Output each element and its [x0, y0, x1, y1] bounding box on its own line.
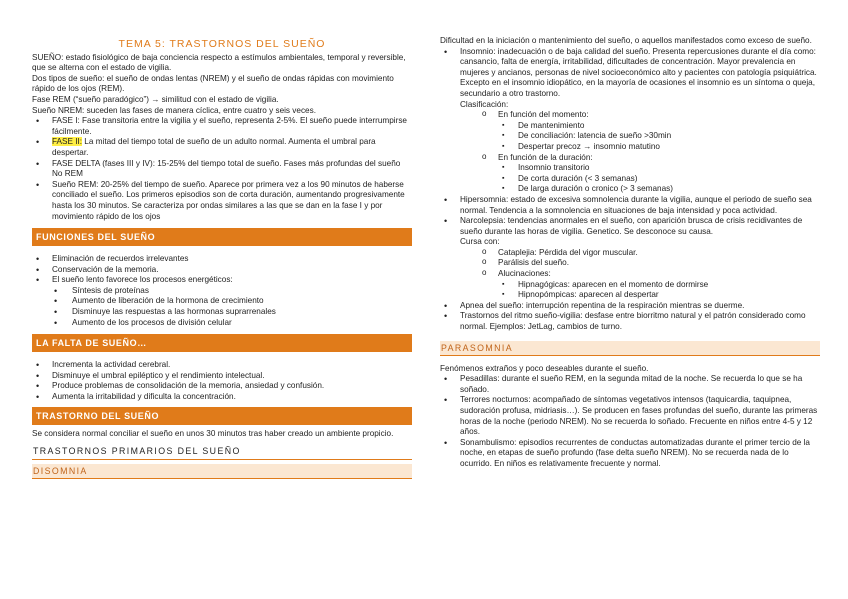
funciones-sublist [32, 286, 412, 328]
document-title: TEMA 5: TRASTORNOS DEL SUEÑO [118, 38, 326, 50]
highlight-fase-ii: FASE II: [52, 137, 83, 147]
list-item: • Apnea del sueño: interrupción repentina de la respiración mientras se duerme. [460, 301, 820, 312]
trastorno-text: Se considera normal conciliar el sueño en unos 30 minutos tras haber creado un ambiente propicio. [32, 428, 394, 438]
parasomnia-list [440, 374, 820, 469]
list-item: • Síntesis de proteínas [72, 286, 412, 297]
parasomnia-intro: Fenómenos extraños y poco deseables durante el sueño. [440, 363, 649, 373]
list-item [460, 47, 820, 111]
list-item: ▪ Hipnopómpicas: aparecen al despertar [518, 290, 820, 301]
list-item: • FASE DELTA (fases III y IV): 15-25% del tiempo total de sueño. Fases más profundas del sueño No REM [52, 159, 412, 180]
list-item: o Cataplejia: Pérdida del vigor muscular. [498, 248, 820, 259]
duracion-group [440, 153, 820, 164]
list-item [52, 137, 412, 158]
list-item: ▪ De corta duración (< 3 semanas) [518, 174, 820, 185]
heading-parasomnia: PARASOMNIA [440, 341, 820, 356]
narcolepsia-symptoms [440, 248, 820, 280]
list-item: o Alucinaciones: [498, 269, 820, 280]
list-item: o En función del momento: [498, 110, 820, 121]
list-item: • Eliminación de recuerdos irrelevantes [52, 254, 412, 265]
heading-falta: LA FALTA DE SUEÑO… [32, 334, 412, 352]
intro-tipos: Dos tipos de sueño: el sueño de ondas lentas (NREM) y el sueño de ondas rápidas con movimiento rápido de los ojos (REM). [32, 73, 394, 94]
list-item: • Sonambulismo: episodios recurrentes de conductas automatizadas durante el primer tercio de la noche, en etapas de sueño profundo (fase delta sueño NREM). No se recuerda nada de lo ocurrido. En niños es relativamente frecuente y normal. [460, 438, 820, 470]
list-item: • Disminuye el umbral epiléptico y el rendimiento intelectual. [52, 371, 412, 382]
list-item: • Aumento de los procesos de división celular [72, 318, 412, 329]
list-item: • Hipersomnia: estado de excesiva somnolencia durante la vigilia, aunque el periodo de sueño sea normal. Tendencia a la somnolencia en situaciones de baja intensidad y poca actividad. [460, 195, 820, 216]
heading-trastorno: TRASTORNO DEL SUEÑO [32, 407, 412, 425]
list-item: • Sueño REM: 20-25% del tiempo de sueño. Aparece por primera vez a los 90 minutos de haberse conciliado el sueño. Los primeros episodios son de corta duración, aumentando progresivamente hasta los 30 minutos. Se caracteriza por ondas similares a las que se dan en la fase I y por movimiento rápido de los ojos [52, 180, 412, 222]
fase-ii-text: La mitad del tiempo total de sueño de un adulto normal. Aumenta el umbral para despertar. [52, 137, 376, 157]
list-item: ▪ De larga duración o cronico (> 3 semanas) [518, 184, 820, 195]
cursa-label: Cursa con: [460, 237, 500, 247]
list-item [460, 216, 820, 248]
right-column [440, 0, 820, 470]
disomnia-list [440, 47, 820, 111]
list-item: o Parálisis del sueño. [498, 258, 820, 269]
list-item: • Conservación de la memoria. [52, 265, 412, 276]
list-item: • Terrores nocturnos: acompañado de síntomas vegetativos intensos (taquicardia, taquipnea, sudoración profusa, midriasis…). Se producen en fases profundas del sueño, durante las primeras horas de la noche (periodo NREM). No se recuerda lo soñado. Frecuente en niños entre 4-5 y 12 años. [460, 395, 820, 437]
intro-sueno: SUEÑO: estado fisiológico de baja conciencia respecto a estímulos ambientales, temporal y reversible, que se alterna con el estado de vigilia. [32, 52, 406, 73]
intro-rem: Fase REM (“sueño paradógico”) → similitud con el estado de vigilia. [32, 94, 279, 104]
otros-list [440, 301, 820, 333]
list-item: • Aumento de liberación de la hormona de crecimiento [72, 296, 412, 307]
alucinaciones-list [440, 280, 820, 301]
list-item: ▪ De mantenimiento [518, 121, 820, 132]
narcolepsia-text: Narcolepsia: tendencias anormales en el sueño, con aparición brusca de crisis recidivantes de sueño durante las horas de vigilia. Genetico. Se desconoce su causa. [460, 216, 803, 236]
left-column [32, 0, 412, 479]
list-item: ▪ Insomnio transitorio [518, 163, 820, 174]
list-item: ▪ Despertar precoz → insomnio matutino [518, 142, 820, 153]
list-item: • FASE I: Fase transitoria entre la vigilia y el sueño, representa 2-5%. El sueño puede interrumpirse fácilmente. [52, 116, 412, 137]
disomnia-intro: Dificultad en la iniciación o mantenimiento del sueño, o aquellos manifestados como exceso de sueño. [440, 36, 812, 45]
heading-primarios: TRASTORNOS PRIMARIOS DEL SUEÑO [32, 445, 412, 460]
funciones-list [32, 254, 412, 286]
falta-list [32, 360, 412, 402]
list-item: • Aumenta la irritabilidad y dificulta la concentración. [52, 392, 412, 403]
momento-group [440, 110, 820, 121]
list-item: • Incrementa la actividad cerebral. [52, 360, 412, 371]
list-item: • Pesadillas: durante el sueño REM, en la segunda mitad de la noche. Se recuerda lo que se ha soñado. [460, 374, 820, 395]
duracion-list [440, 163, 820, 195]
list-item: • El sueño lento favorece los procesos energéticos: [52, 275, 412, 286]
insomnio-text: Insomnio: inadecuación o de baja calidad del sueño. Presenta repercusiones durante el día como: cansancio, falta de energía, irritabilidad, dificultades de concentración. Mayor prevalencia en mujeres y ancianos, personas de nivel socioeconómico alto y pacientes con patología psiquiátrica. Excepto en el insomnio idiopático, en la mayoría de ocasiones el insomnio es un síntoma o queja, secundario a otro trastorno. [460, 46, 817, 98]
list-item: • Disminuye las respuestas a las hormonas suprarrenales [72, 307, 412, 318]
phases-list [32, 116, 412, 222]
list-item: • Produce problemas de consolidación de la memoria, ansiedad y confusión. [52, 381, 412, 392]
heading-disomnia: DISOMNIA [32, 464, 412, 479]
list-item: o En función de la duración: [498, 153, 820, 164]
heading-funciones: FUNCIONES DEL SUEÑO [32, 228, 412, 246]
hiper-narco-list [440, 195, 820, 248]
momento-list [440, 121, 820, 153]
intro-nrem: Sueño NREM: suceden las fases de manera cíclica, entre cuatro y seis veces. [32, 105, 316, 115]
list-item: • Trastornos del ritmo sueño-vigilia: desfase entre biorritmo natural y el patrón considerado como normal. Ejemplos: JetLag, cambios de turno. [460, 311, 820, 332]
list-item: ▪ Hipnagógicas: aparecen en el momento de dormirse [518, 280, 820, 291]
clasificacion-label: Clasificación: [460, 99, 509, 109]
list-item: ▪ De conciliación: latencia de sueño >30min [518, 131, 820, 142]
